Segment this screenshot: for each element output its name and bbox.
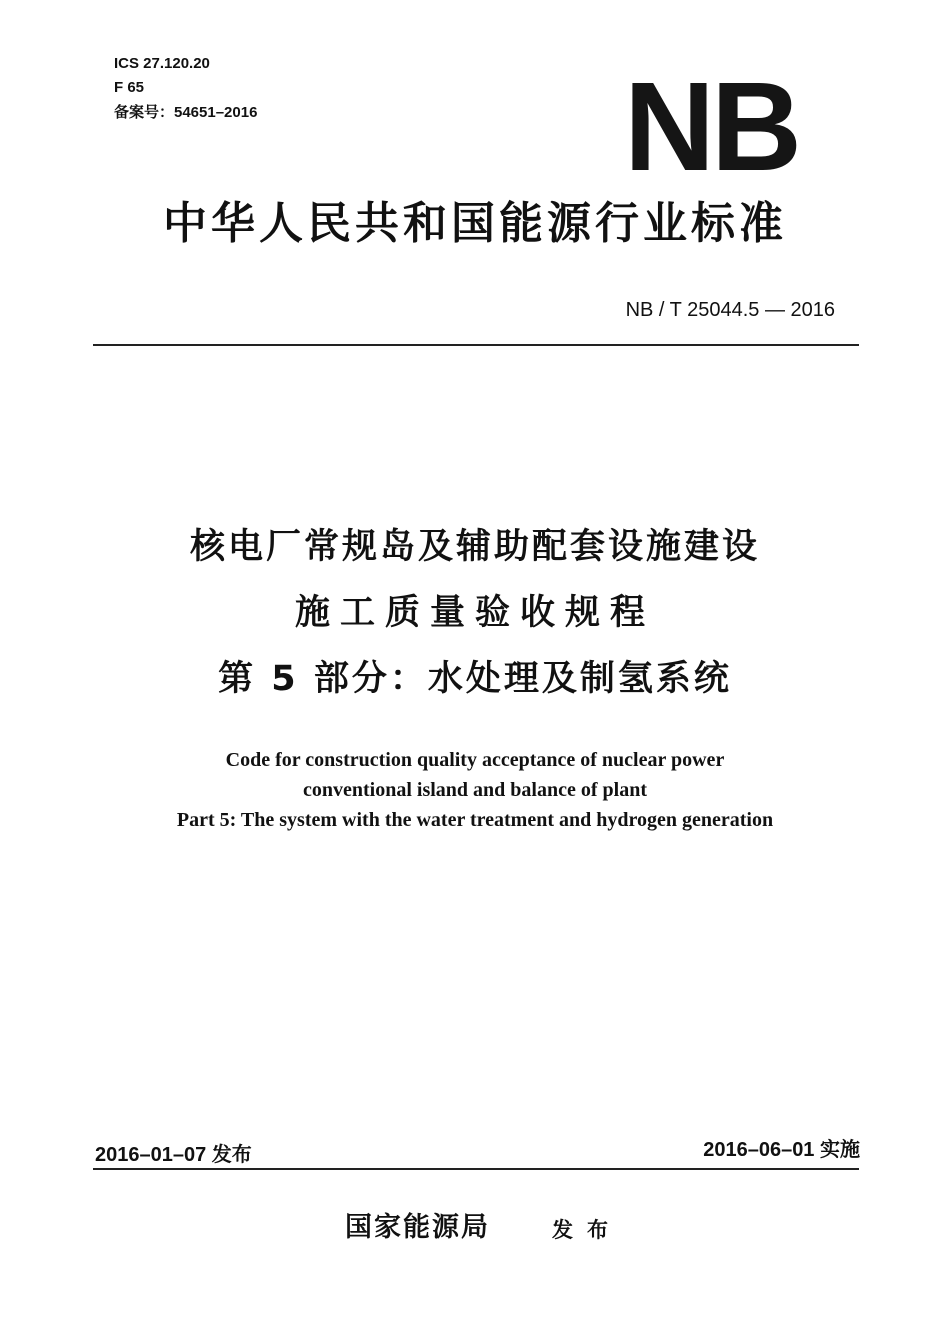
record-number: 备案号：54651–2016 bbox=[114, 104, 258, 121]
issue-date: 2016–01–07 发布 bbox=[95, 1144, 252, 1166]
chinese-title-line-1: 核电厂常规岛及辅助配套设施建设 bbox=[189, 527, 760, 567]
english-title-line-1: Code for construction quality acceptance of nuclear power bbox=[225, 749, 725, 771]
english-title-line-3: Part 5: The system with the water treatment and hydrogen generation bbox=[176, 809, 774, 831]
nb-logo: NB bbox=[624, 56, 798, 197]
publisher-name: 国家能源局 bbox=[345, 1212, 490, 1243]
bottom-divider bbox=[93, 1168, 859, 1170]
publish-label: 发布 bbox=[552, 1217, 622, 1242]
standard-number: NB / T 25044.5 — 2016 bbox=[625, 299, 835, 321]
english-title-line-2: conventional island and balance of plant bbox=[303, 779, 647, 801]
implementation-date: 2016–06–01 实施 bbox=[703, 1139, 860, 1161]
standard-category-title: 中华人民共和国能源行业标准 bbox=[163, 198, 787, 249]
chinese-title-line-2: 施工质量验收规程 bbox=[294, 593, 655, 633]
ics-code: ICS 27.120.20 bbox=[114, 55, 210, 72]
classification-code: F 65 bbox=[114, 79, 145, 96]
chinese-title-line-3: 第 5 部分：水处理及制氢系统 bbox=[218, 659, 732, 699]
top-divider bbox=[93, 344, 859, 346]
